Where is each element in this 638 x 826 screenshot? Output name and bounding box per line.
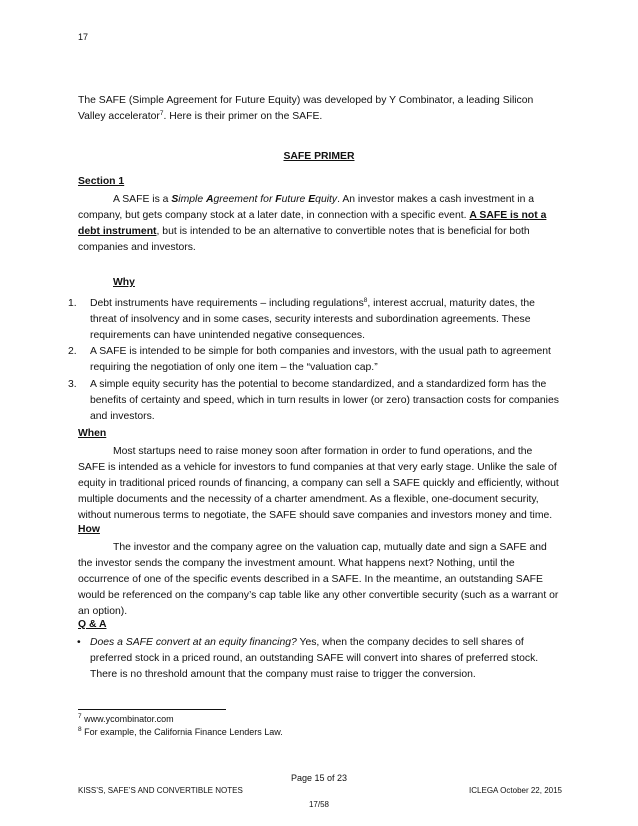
primer-title: SAFE PRIMER xyxy=(283,151,355,162)
qa-heading: Q & A xyxy=(78,619,107,630)
footnote-7-link[interactable]: www.ycombinator.com xyxy=(84,714,174,724)
how-heading: How xyxy=(78,524,100,535)
bullet-icon: • xyxy=(77,637,81,648)
why-item-1: 1. Debt instruments have requirements – including regulations$^8$, interest accrual, maturity dates, the threat of insolvency and in some cases, security interests and subordination agreements. These requirements can have unintended negative consequences. xyxy=(68,297,535,341)
footnote-divider xyxy=(78,709,226,710)
why-heading: Why xyxy=(113,277,135,288)
when-heading: When xyxy=(78,428,107,439)
section1-paragraph: A SAFE is a Simple Agreement for Future Equity. An investor makes a cash investment in a company, but gets company stock at a later date, in connection with a specific event. A SAFE is not a debt instrument, but is intended to be an alternative to convertible notes that is beneficial for both companies and investors. xyxy=(78,194,547,253)
qa-question: Does a SAFE convert at an equity financing? xyxy=(90,637,297,648)
footer-right-date: ICLEGA October 22, 2015 xyxy=(469,786,562,795)
footnote-8: $^8$ For example, the California Finance Lenders Law. xyxy=(78,726,283,737)
footnote-ref-8: 8 xyxy=(363,297,368,304)
footer-page-label: Page 15 of 23 xyxy=(290,773,348,783)
why-item-3: 3. A simple equity security has the potential to become standardized, and a standardized form has the benefits of certainty and speed, which in turn results in lower (or zero) transaction costs for companies and investors. xyxy=(68,379,559,422)
footnote-7: $^7$ www.ycombinator.com xyxy=(78,713,174,724)
how-paragraph: The investor and the company agree on the valuation cap, mutually date and sign a SAFE and the investor sends the company the investment amount. What happens next? Nothing, until the occurrence of one of the specific events described in a SAFE. In the meantime, an outstanding SAFE would be referenced on the company’s cap table like any other convertible security (such as a warrant or an option). xyxy=(78,542,559,617)
intro-paragraph: The SAFE (Simple Agreement for Future Equity) was developed by Y Combinator, a leading Silicon Valley accelerator$^7$. Here is their primer on the SAFE. xyxy=(78,95,534,122)
top-page-number: 17 xyxy=(78,32,89,42)
footnote-ref-7: 7 xyxy=(159,110,164,117)
qa-item-1 xyxy=(77,635,560,683)
why-item-2: 2. A SAFE is intended to be simple for both companies and investors, with the usual path to agreement requiring the negotiation of only one item – the “valuation cap.” xyxy=(68,346,551,373)
footer-page-counter: 17/58 xyxy=(308,800,330,809)
not-debt-instrument-emphasis: A SAFE is not a debt instrument xyxy=(78,210,547,237)
qa-answer: Yes, when the company decides to sell shares of preferred stock in a priced round, an outstanding SAFE will convert into shares of preferred stock. There is no threshold amount that the company must raise to trigger the conversion. xyxy=(90,637,539,680)
section1-heading: Section 1 xyxy=(78,176,125,187)
footer-left-title: KISS’S, SAFE’S AND CONVERTIBLE NOTES xyxy=(78,786,243,795)
when-paragraph: Most startups need to raise money soon after formation in order to fund operations, and the SAFE is intended as a vehicle for investors to fund companies at that very early stage. Unlike the sale of equity in traditional priced rounds of financing, a company can sell a SAFE quickly and efficiently, without multiple documents and the necessity of a charter amendment. As a flexible, one-document security, without numerous terms to negotiate, the SAFE should save companies and investors money and time. xyxy=(78,446,559,521)
